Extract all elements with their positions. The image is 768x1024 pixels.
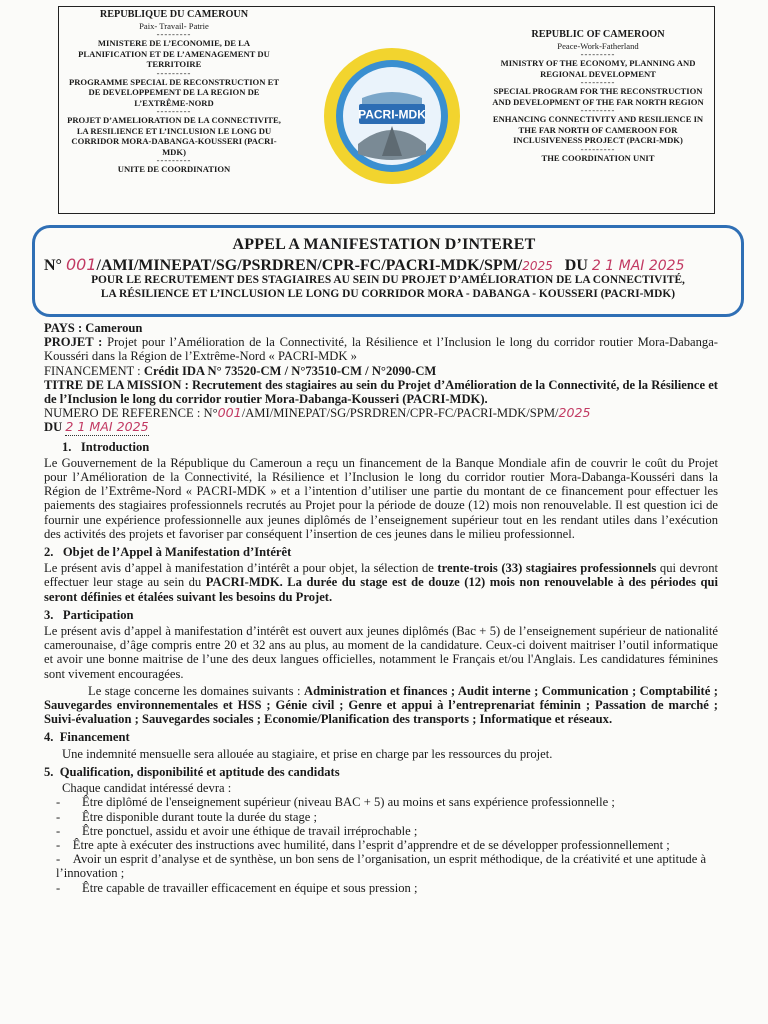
- ref-number-mid: /AMI/MINEPAT/SG/PSRDREN/CPR-FC/PACRI-MDK/SPM/: [241, 406, 559, 421]
- financement-text: Crédit IDA N° 73520-CM / N°73510-CM / N°2090-CM: [143, 363, 437, 378]
- separator: ---------: [580, 105, 616, 115]
- projet-line: [44, 335, 718, 363]
- section-3-text: Le présent avis d’appel à manifestation d’intérêt est ouvert aux jeunes diplômés (Bac + 5) de l’enseignement supérieur de nationalité camerounaise, d’âge compris entre 20 et 32 ans au plus, au moment de la candidature. Ceux-ci doivent maitriser l’outil informatique et avoir une bonne maitrise de l’une des deux langues officielles, notamment le Français et/ou l'Anglais. Les candidatures féminines sont vivement encouragées.: [44, 624, 718, 681]
- separator: ---------: [580, 143, 616, 154]
- header-left-block: [64, 10, 284, 175]
- bullet-dash: -: [56, 809, 61, 824]
- unit-en: THE COORDINATION UNIT: [541, 152, 655, 163]
- separator: ---------: [580, 77, 616, 87]
- ref-date-handwritten: 2 1 MAI 2025: [591, 258, 685, 274]
- list-item-text: Être diplômé de l'enseignement supérieur (niveau BAC + 5) au moins et sans expérience professionnelle ;: [82, 795, 615, 810]
- document-body: [44, 321, 718, 895]
- country-name-fr: REPUBLIQUE DU CAMEROUN: [99, 9, 249, 20]
- list-item: [44, 881, 718, 895]
- logo-text: PACRI-MDK: [358, 107, 426, 122]
- notice-title: APPEL A MANIFESTATION D’INTERET: [232, 236, 536, 253]
- separator: ---------: [156, 29, 192, 39]
- ref-number-handwritten: 001: [217, 405, 242, 421]
- list-item: [44, 795, 718, 809]
- section-5-title: 5. Qualification, disponibilité et aptitude des candidats: [44, 764, 340, 779]
- separator: ---------: [156, 67, 192, 78]
- section-5-intro: Chaque candidat intéressé devra :: [62, 781, 232, 796]
- section-1-title: 1. Introduction: [62, 439, 150, 454]
- bullet-dash: -: [56, 837, 61, 852]
- section-2-part-a: Le présent avis d’appel à manifestation d’intérêt a pour objet, la sélection de: [44, 561, 434, 576]
- program-fr: PROGRAMME SPECIAL DE RECONSTRUCTION ET DE DEVELOPPEMENT DE LA REGION DE L’EXTRÊME-NORD: [68, 76, 280, 108]
- pays-line: PAYS : Cameroun: [44, 321, 143, 335]
- reference-line: [44, 255, 744, 275]
- du-date-handwritten: 2 1 MAI 2025: [65, 419, 149, 435]
- financement-label: FINANCEMENT :: [44, 363, 141, 378]
- bullet-dash: -: [56, 795, 61, 810]
- financement-line: [44, 364, 718, 378]
- ref-number-label: NUMERO DE REFERENCE : N°: [44, 406, 218, 421]
- section-4-title: 4. Financement: [44, 730, 130, 745]
- pacri-mdk-logo: [322, 46, 462, 186]
- mission-text: Recrutement des stagiaires au sein du Projet d’Amélioration de la Connectivité, de la Résilience et de l’Inclusion le long du corridor routier Mora-Dabanga-Kousseri (PACRI-MDK).: [44, 377, 718, 407]
- ref-du: DU: [564, 257, 588, 274]
- subtitle-line-2: LA RÉSILIENCE ET L’INCLUSION LE LONG DU CORRIDOR MORA - DABANGA - KOUSSERI (PACRI-MDK): [100, 287, 676, 300]
- ref-number-handwritten: 001: [65, 255, 97, 274]
- bullet-dash: -: [56, 852, 61, 867]
- bullet-dash: -: [56, 823, 61, 838]
- ref-year-handwritten: 2025: [522, 259, 553, 273]
- reference-number-line: [44, 406, 718, 420]
- mission-label: TITRE DE LA MISSION :: [44, 377, 189, 392]
- motto-en: Peace-Work-Fatherland: [557, 40, 639, 51]
- domains-intro: Le stage concerne les domaines suivants :: [88, 683, 301, 698]
- list-item-text: Être disponible durant toute la durée du stage ;: [82, 809, 318, 824]
- section-2-part-b: trente-trois (33) stagiaires professionnels: [437, 561, 657, 576]
- separator: ---------: [156, 106, 192, 116]
- projet-label: PROJET :: [44, 335, 103, 350]
- ministry-fr: MINISTERE DE L’ECONOMIE, DE LA PLANIFICATION ET DE L’AMENAGEMENT DU TERRITOIRE: [78, 38, 270, 69]
- project-fr: PROJET D’AMELIORATION DE LA CONNECTIVITE, LA RESILIENCE ET L’INCLUSION LE LONG DU CORRIDOR MORA-DABANGA-KOUSSERI (PACRI-MDK): [67, 115, 281, 157]
- bullet-list: [44, 795, 718, 894]
- section-2-part-c: qui devront effectuer leur stage au sein du: [44, 561, 719, 590]
- project-en: ENHANCING CONNECTIVITY AND RESILIENCE IN THE FAR NORTH OF CAMEROON FOR INCLUSIVENESS PROJECT (PACRI-MDK): [492, 114, 704, 145]
- section-1-text: Le Gouvernement de la République du Cameroun a reçu un financement de la Banque Mondiale afin de couvrir le coût du Projet pour l’Amélioration de la Connectivité, la Résilience et l’Inclusion le long du corridor routier Mora-Dabanga-Kousséri dans la Région de l’Extrême-Nord « PACRI-MDK » et a l’intention d’utiliser une partie du montant de ce financement pour effectuer les paiements des stagiaires professionnels recrutés au Projet pour la période de douze (12) mois non renouvelable. Il est question ici de fournir une expérience professionnelle aux jeunes diplômés de l’enseignement supérieur tout en les rendant utiles dans l’exécution des activités des projets et favoriser par conséquent l’insertion de ces jeunes dans le milieu professionnel.: [44, 455, 718, 541]
- ref-prefix: N°: [44, 257, 62, 274]
- program-en: SPECIAL PROGRAM FOR THE RECONSTRUCTION AND DEVELOPMENT OF THE FAR NORTH REGION: [492, 86, 704, 107]
- ref-number-year-handwritten: 2025: [558, 405, 591, 421]
- separator: ---------: [580, 49, 616, 59]
- list-item-text: Être apte à exécuter des instructions avec humilité, dans l’esprit d’apprendre et de se développer professionnellement ;: [72, 837, 670, 852]
- list-item: [44, 810, 718, 824]
- du-line: [44, 420, 718, 435]
- du-label: DU: [44, 420, 63, 435]
- list-item: [44, 838, 718, 852]
- list-item-text: Être ponctuel, assidu et avoir une éthique de travail irréprochable ;: [82, 823, 418, 838]
- section-2-part-d: PACRI-MDK. La durée du stage est de douze (12) mois non renouvelable à des périodes qui seront définies et étalées suivant les besoins du Projet.: [44, 575, 718, 604]
- mission-line: [44, 378, 718, 406]
- section-4-text: Une indemnité mensuelle sera allouée au stagiaire, et prise en charge par les ressources du projet.: [62, 746, 553, 761]
- domains-list: Administration et finances ; Audit interne ; Communication ; Comptabilité ; Sauvegardes environnementales et HSS ; Génie civil ; Genre et appui à l’entreprenariat féminin ; Passation de marché ; Suivi-évaluation ; Sauvegardes sociales ; Economie/Planification des transports ; Informatique et réseaux.: [44, 683, 718, 727]
- separator: ---------: [156, 155, 192, 165]
- country-name-en: REPUBLIC OF CAMEROON: [531, 29, 665, 40]
- subtitle-line-1: POUR LE RECRUTEMENT DES STAGIAIRES AU SEIN DU PROJET D’AMÉLIORATION DE LA CONNECTIVITÉ,: [91, 274, 685, 286]
- unit-fr: UNITE DE COORDINATION: [117, 164, 231, 174]
- list-item-text: Être capable de travailler efficacement en équipe et sous pression ;: [82, 880, 418, 895]
- projet-text: Projet pour l’Amélioration de la Connectivité, la Résilience et l’Inclusion le long du corridor routier Mora-Dabanga-Kousséri dans la Région de l’Extrême-Nord « PACRI-MDK »: [44, 335, 719, 364]
- motto-fr: Paix- Travail- Patrie: [139, 20, 209, 31]
- list-item-text: Avoir un esprit d’analyse et de synthèse, un bon sens de l’organisation, un esprit méthodique, de la créativité et une aptitude à l’innovation ;: [56, 852, 707, 881]
- bullet-dash: -: [56, 880, 61, 895]
- section-2-text: [44, 561, 718, 604]
- title-subtitle: [38, 274, 738, 301]
- section-2-title: 2. Objet de l’Appel à Manifestation d’Intérêt: [44, 545, 292, 560]
- section-3-title: 3. Participation: [44, 607, 134, 622]
- list-item: [44, 852, 718, 880]
- list-item: [44, 824, 718, 838]
- ministry-en: MINISTRY OF THE ECONOMY, PLANNING AND REGIONAL DEVELOPMENT: [500, 58, 696, 79]
- header-right-block: [487, 30, 709, 163]
- ref-middle: /AMI/MINEPAT/SG/PSRDREN/CPR-FC/PACRI-MDK/SPM/: [96, 257, 523, 274]
- section-3-domains: [44, 684, 718, 727]
